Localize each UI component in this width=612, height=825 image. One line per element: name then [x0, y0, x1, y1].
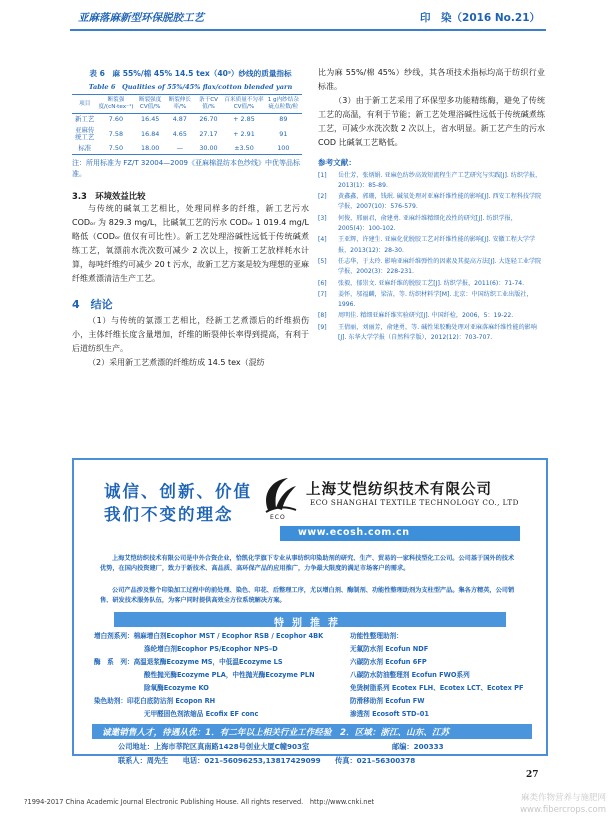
company-contact — [118, 756, 415, 766]
quality-table — [72, 94, 302, 155]
header-title: 亚麻落麻新型环保脱胶工艺 — [78, 12, 204, 24]
product-line — [94, 696, 215, 706]
reference-item — [318, 311, 545, 321]
product-line — [144, 670, 315, 680]
product-line: 无氟防水剂 Ecofun NDF — [350, 645, 429, 653]
website-link[interactable]: www.ecosh.com.cn — [298, 527, 410, 538]
reference-item — [318, 171, 545, 192]
table-cell: 亚麻传统工艺 — [75, 126, 95, 141]
recommend-bar — [114, 612, 506, 627]
conclusion-p2-start: （2）采用新工艺煮漂的纤维纺成 14.5 tex（混纺 — [88, 357, 265, 367]
page-number: 27 — [526, 770, 539, 780]
left-column — [72, 66, 309, 370]
reference-text: 岳仕芳，张炳娟. 亚麻色纺纱高效短流程生产工艺研究与实践[J]. 纺织学报，2013(1)：85-89. — [338, 171, 542, 189]
product-line — [94, 631, 323, 641]
reference-item — [318, 214, 545, 235]
site-watermark: 麻类作物营养与施肥网 www.fibercrops.com — [520, 793, 606, 815]
reference-text: 姜怀，邬福麟，梁洁，等. 纺织材料学[M]. 北京：中国纺织工业出版社，1996. — [338, 290, 533, 309]
table-cell: 18.00 — [134, 143, 166, 155]
references-title: 参考文献： — [318, 157, 356, 167]
reference-text: 任志华，于太玲. 影响亚麻纤维弹性的因素及其提高方法[J]. 大连轻工业学院学报，2002(3)：228-231. — [338, 257, 542, 276]
reference-item — [318, 235, 545, 256]
table-col-header: 条干CV值/% — [194, 95, 224, 114]
header-rule — [70, 29, 546, 31]
product-category: 功能性整理助剂： — [350, 632, 403, 640]
conclusion-p1: （1）与传统的氯漂工艺相比，经新工艺煮漂后的纤维损伤小，主体纤维长度含量增加，纤维的断裂伸长率得到提高，有利于后道纺织生产。 — [72, 315, 309, 353]
product-text: 除氧酶Ecozyme KO — [144, 684, 209, 692]
contact-value: 周先生 — [146, 756, 169, 765]
website-bar — [280, 526, 520, 541]
product-text: 棉麻增白剂Ecophor MST / Ecophor RSB / Ecophor 4BK — [133, 632, 324, 640]
table-cell: 7.50 — [97, 143, 134, 155]
table-col-header: 项目 — [72, 95, 97, 114]
advert-slogan-1: 诚信、创新、价值 — [104, 482, 252, 501]
table-row — [72, 114, 302, 126]
table-col-header: 1 g内纱结杂疵点粒数/粒 — [265, 95, 302, 114]
copyright-footer: ?1994-2017 China Academic Journal Electronic Publishing House. All rights reserved. http://www.cnki.net — [24, 798, 375, 806]
table-cell: 新工艺 — [75, 115, 95, 123]
table-cell: 4.87 — [172, 115, 187, 123]
reference-number: [8] — [318, 312, 327, 320]
product-line — [144, 709, 258, 719]
zip-label: 邮编： — [392, 742, 414, 751]
product-text: 酸性抛光酶Ecozyme PLA，中性抛光酶Ecozyme PLN — [144, 671, 315, 679]
table-caption-en: Table 6 Qualities of 55%/45% flax/cotton blended yarn — [88, 83, 293, 91]
product-category: 染色助剂： — [94, 697, 127, 705]
product-line: 八碳防水防油整理剂 Ecofun FWO系列 — [350, 671, 470, 679]
header-journal: 印 染（2016 No.21） — [420, 12, 540, 24]
reference-text: 王倩丽，刘丽芳，俞建勇，等. 碱性果胶酶处理对亚麻落麻纤维性能的影响[J]. 东华大学学报（自然科学版），2012(12)：703-707. — [338, 323, 537, 342]
table-cell: 标准 — [72, 143, 97, 155]
product-line — [144, 683, 209, 693]
company-name-en: ECO SHANGHAI TEXTILE TECHNOLOGY CO., LTD — [310, 498, 519, 507]
address-label: 公司地址： — [118, 742, 154, 751]
table-row — [72, 143, 302, 155]
fax-label: 传真： — [335, 756, 357, 765]
reference-item — [318, 279, 545, 289]
table-row — [72, 125, 302, 143]
address-value: 上海市莘陀区真南路1428号创业大厦C幢903室 — [153, 742, 310, 751]
company-advert — [72, 458, 548, 756]
table-cell: 7.60 — [108, 115, 124, 123]
eco-logo-text: ECO — [270, 514, 286, 521]
table-cell: 30.00 — [194, 143, 224, 155]
product-line: 防滑移助剂 Ecofun FW — [350, 697, 425, 705]
table-col-header: 断裂伸长率/% — [166, 95, 194, 114]
conclusion-p2-cont: 比为麻 55%/棉 45%）纱线，其各项技术指标均高于纺织行业标准。 — [318, 68, 545, 92]
table-cell: ±3.50 — [223, 143, 264, 155]
product-text: 涤纶增白剂Ecophor PS/Ecophor NPS–D — [144, 645, 278, 653]
reference-item — [318, 290, 545, 311]
table-cell: 27.17 — [199, 129, 218, 138]
advert-intro-1: 上海艾恺纺织技术有限公司是中外合资企业，恰凯化学旗下专业从事纺织印染助剂的研究、生产、贸易的一家科技型化工公司。公司基于国外的技术优势，在国内投资建厂，致力于新技术、高品质、高环保产品的应用推广，力争最大限度的满足市场客户的需求。 — [100, 555, 515, 572]
product-text: 无甲醛固色剂浓缩品 Ecofix EF conc — [144, 710, 259, 718]
reference-number: [4] — [318, 236, 327, 244]
zip-value: 200333 — [413, 742, 444, 751]
product-text: 印花白底防沾剂 Ecopon RH — [126, 697, 216, 705]
table-cell: 26.70 — [199, 115, 218, 123]
advert-slogan-2: 我们不变的理念 — [104, 505, 234, 524]
table-note: 注：所用标准为 FZ/T 32004—2009《亚麻棉混纺本色纱线》中优等品标准。 — [72, 159, 300, 178]
recruit-bar — [92, 724, 532, 739]
table-caption-cn: 表 6 麻 55%/棉 45% 14.5 tex（40ˢ）纱线的质量指标 — [89, 69, 292, 78]
product-line: 渗透剂 Ecosoft STD–01 — [350, 710, 429, 718]
product-category: 增白剂系列： — [94, 632, 134, 640]
reference-number: [1] — [318, 171, 327, 179]
company-address — [118, 742, 309, 752]
reference-number: [5] — [318, 257, 327, 265]
table-cell: 100 — [265, 143, 302, 155]
reference-number: [3] — [318, 214, 327, 222]
conclusion-p3: （3）由于新工艺采用了环保型多功能精练酶，避免了传统工艺的高温，有利于节能；新工艺处理浴碱性远低于传统碱煮练工艺，可减少水洗次数 2 次以上，省水明显。新工艺产生的污水 COD 比碱氧工艺略低。 — [318, 96, 545, 148]
table-cell: 16.84 — [141, 129, 160, 138]
table-cell: 7.58 — [108, 129, 124, 138]
reference-number: [7] — [318, 290, 327, 298]
table-cell: + 2.85 — [233, 115, 255, 123]
table-cell: 16.45 — [141, 115, 160, 123]
company-zip — [392, 742, 444, 752]
table-cell: — — [166, 143, 194, 155]
reference-text: 王亚辉，许建生. 亚麻化优脱胶工艺对纤维性能的影响[J]. 安徽工程大学学报，2013(12)：28-30. — [338, 236, 536, 254]
product-category: 酶 系 列： — [94, 658, 134, 666]
advert-intro-2: 公司产品涉及整个印染加工过程中的前处理、染色、印花、后整理工序，尤以增白剂、酶制剂、功能性整理助剂为支柱型产品。集各方精英，公司销售、研发技术服务队伍，为客户同时提供高效全方位系统解决方案。 — [100, 587, 515, 604]
reference-number: [6] — [318, 279, 327, 287]
recommend-title: 特别推荐 — [274, 618, 346, 629]
fax-value: 021–56300378 — [356, 756, 416, 765]
reference-item — [318, 257, 545, 278]
table-cell: + 2.91 — [233, 129, 255, 138]
company-name-cn: 上海艾恺纺织技术有限公司 — [306, 481, 492, 498]
reference-number: [9] — [318, 323, 327, 331]
table-col-header: 百米质量不匀率CV值/% — [223, 95, 264, 114]
section-3-3-body: 与传统的碱氧工艺相比，处理同样多的纤维，新工艺污水 CODₒᵣ 为 829.3 mg/L，比碱氧工艺的污水 CODₒᵣ 1 019.4 mg/L 略低（CODₒᵣ 值仅有可比性）。新工艺处理浴碱性远低于传统碱煮练工艺，氧漂前水洗次数可减少 2 次以上，按新工艺放样耗水计算，每吨纤维约可减少 20 t 污水，故新工艺方案是较为理想的亚麻纤维煮漂清洁生产工艺。 — [72, 204, 309, 284]
phone-value: 021–56096253,13817429099 — [204, 756, 321, 765]
reference-text: 张毅，郁崇文. 亚麻纤维的脱胶工艺[J]. 纺织学报，2011(6)：71-74. — [338, 279, 525, 287]
table-cell: 91 — [279, 129, 288, 138]
product-line — [94, 657, 283, 667]
recruit-text: 诚邀销售人才，待遇从优：1．有二年以上相关行业工作经验 2．区域：浙江、山东、江苏 — [102, 728, 450, 738]
right-column — [318, 66, 545, 344]
reference-item — [318, 323, 545, 344]
reference-number: [2] — [318, 193, 327, 201]
page-header — [70, 8, 546, 34]
reference-text: 何俊，邢丽君，俞建勇. 亚麻纤维精细化改性的研究[J]. 纺织学报，2005(4)：100-102. — [338, 214, 517, 233]
phone-label: 电话： — [182, 756, 205, 765]
table-cell: 89 — [279, 115, 288, 123]
product-line: 六碳防水剂 Ecofun 6FP — [350, 658, 427, 666]
table-col-header: 断裂强度/(cN·tex⁻¹) — [97, 95, 134, 114]
table-cell: 4.65 — [172, 129, 187, 138]
product-text: 高温退浆酶Ecozyme MS，中低温Ecozyme LS — [133, 658, 283, 666]
contact-label: 联系人： — [118, 756, 147, 765]
section-title-3-3: 3.3 环境效益比较 — [72, 191, 146, 201]
section-title-4: 4 结论 — [72, 297, 113, 311]
product-line: 免烫树脂系列 Ecotex FLH、Ecotex LCT、Ecotex PF — [350, 684, 524, 692]
reference-text: 黄鑫鑫，郭珊，钱珉. 碱氧处理对亚麻纤维性能的影响[J]. 西安工程科技学院学报，2007(10)：576-579. — [338, 193, 542, 211]
reference-text: 周明佳. 精细亚麻纤维实验研究[J]. 中国纤检，2006，5：19-22. — [338, 312, 514, 320]
table-header-row — [72, 95, 302, 114]
reference-item — [318, 192, 545, 213]
product-line — [144, 644, 278, 654]
table-col-header: 断裂强度CV值/% — [134, 95, 166, 114]
